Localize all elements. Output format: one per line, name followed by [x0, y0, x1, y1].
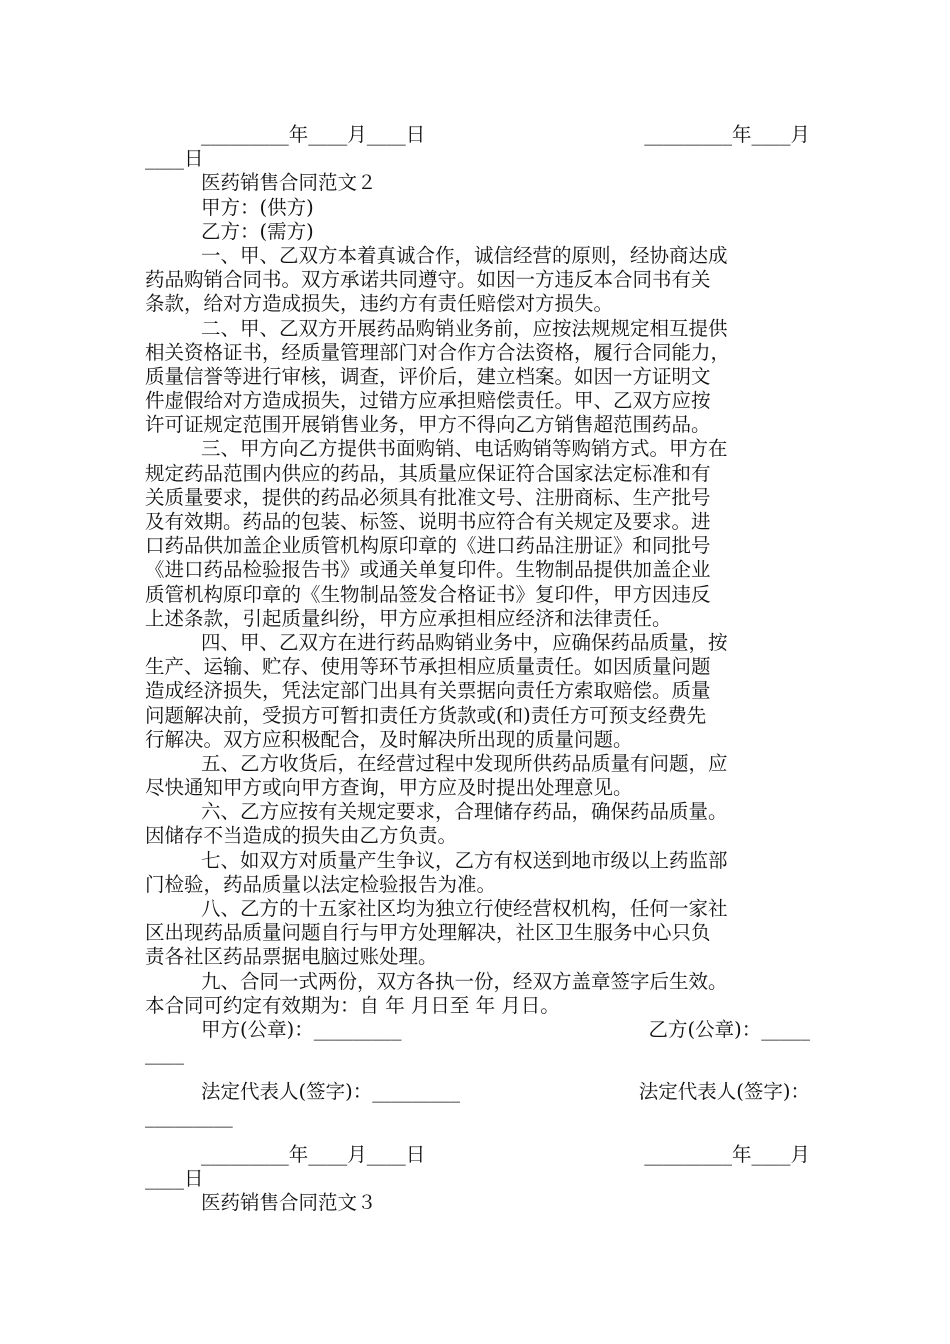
clause-line: 质量信誉等进行审核，调查，评价后，建立档案。如因一方证明文 — [145, 364, 711, 388]
clause-line: 八、乙方的十五家社区均为独立行使经营权机构，任何一家社 — [201, 897, 728, 920]
representative-wrap: _________ — [145, 1104, 233, 1128]
clause-line: 本合同可约定有效期为：自 年 月日至 年 月日。 — [145, 993, 560, 1017]
clause-line: 九、合同一式两份，双方各执一份，经双方盖章签字后生效。 — [201, 969, 728, 993]
party-b: 乙方：(需方) — [201, 219, 314, 243]
clause-line: 七、如双方对质量产生争议，乙方有权送到地市级以上药监部 — [201, 848, 728, 872]
section-heading: 医药销售合同范文２ — [201, 171, 377, 195]
clause-line: 五、乙方收货后，在经营过程中发现所供药品质量有问题，应 — [201, 751, 728, 775]
section-heading-3: 医药销售合同范文３ — [201, 1191, 377, 1215]
clause-line: 件虚假给对方造成损失，过错方应承担赔偿责任。甲、乙双方应按 — [145, 389, 711, 413]
clause-line: 条款，给对方造成损失，违约方有责任赔偿对方损失。 — [145, 292, 614, 316]
date-left-2: _________年____月____日 — [201, 1142, 426, 1166]
date-wrap: ____日 — [145, 147, 204, 171]
clause-line: 生产、运输、贮存、使用等环节承担相应质量责任。如因质量问题 — [145, 655, 711, 679]
date-right-2: _________年____月 — [644, 1142, 810, 1166]
party-a-seal: 甲方(公章)：_________ — [201, 1017, 402, 1041]
clause-line: 《进口药品检验报告书》或通关单复印件。生物制品提供加盖企业 — [145, 558, 711, 582]
clause-line: 及有效期。药品的包装、标签、说明书应符合有关规定及要求。进 — [145, 510, 711, 533]
clause-line: 相关资格证书，经质量管理部门对合作方合法资格，履行合同能力， — [145, 340, 731, 364]
clause-list — [145, 244, 810, 1018]
date-left: _________年____月____日 — [201, 123, 426, 146]
representative-line — [145, 1080, 810, 1104]
clause-line: 区出现药品质量问题自行与甲方处理解决，社区卫生服务中心只负 — [145, 921, 711, 945]
party-a-representative: 法定代表人(签字)：_________ — [201, 1080, 460, 1104]
date-line-2 — [145, 1143, 810, 1167]
date-wrap-2: ____日 — [145, 1166, 204, 1190]
contract-page — [145, 123, 810, 1215]
party-b-seal: 乙方(公章)：_____ — [648, 1017, 810, 1041]
clause-line: 四、甲、乙双方在进行药品购销业务中，应确保药品质量，按 — [201, 630, 728, 654]
clause-line: 责各社区药品票据电脑过账处理。 — [145, 945, 438, 969]
clause-line: 口药品供加盖企业质管机构原印章的《进口药品注册证》和同批号 — [145, 534, 711, 558]
clause-line: 一、甲、乙双方本着真诚合作，诚信经营的原则，经协商达成 — [201, 243, 728, 267]
party-a: 甲方：(供方) — [201, 195, 314, 219]
clause-line: 门检验，药品质量以法定检验报告为准。 — [145, 872, 497, 896]
clause-line: 二、甲、乙双方开展药品购销业务前，应按法规规定相互提供 — [201, 316, 728, 340]
seal-line — [145, 1018, 810, 1042]
clause-line: 因储存不当造成的损失由乙方负责。 — [145, 824, 458, 848]
clause-line: 行解决。双方应积极配合，及时解决所出现的质量问题。 — [145, 727, 633, 751]
clause-line: 尽快通知甲方或向甲方查询，甲方应及时提出处理意见。 — [145, 776, 633, 800]
seal-wrap: ____ — [145, 1042, 184, 1066]
clause-line: 问题解决前，受损方可暂扣责任方货款或(和)责任方可预支经费先 — [145, 703, 707, 727]
party-b-representative: 法定代表人(签字)： — [638, 1080, 810, 1104]
clause-line: 六、乙方应按有关规定要求，合理储存药品，确保药品质量。 — [201, 800, 728, 824]
clause-line: 药品购销合同书。双方承诺共同遵守。如因一方违反本合同书有关 — [145, 268, 711, 292]
clause-line: 上述条款，引起质量纠纷，甲方应承担相应经济和法律责任。 — [145, 606, 672, 630]
clause-line: 三、甲方向乙方提供书面购销、电话购销等购销方式。甲方在 — [201, 437, 728, 461]
clause-line: 关质量要求，提供的药品必须具有批准文号、注册商标、生产批号 — [145, 485, 711, 509]
clause-line: 许可证规定范围开展销售业务，甲方不得向乙方销售超范围药品。 — [145, 413, 711, 437]
clause-line: 造成经济损失，凭法定部门出具有关票据向责任方索取赔偿。质量 — [145, 679, 711, 703]
date-right: _________年____月 — [644, 123, 810, 146]
clause-line: 质管机构原印章的《生物制品签发合格证书》复印件，甲方因违反 — [145, 582, 711, 606]
clause-line: 规定药品范围内供应的药品，其质量应保证符合国家法定标准和有 — [145, 461, 711, 485]
date-line — [145, 123, 810, 147]
